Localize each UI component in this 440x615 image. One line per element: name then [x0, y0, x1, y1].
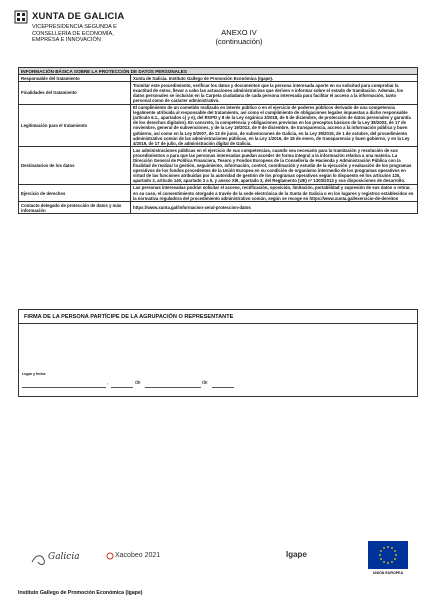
- de-separator: de: [135, 380, 141, 386]
- row-label: Contacto delegado de protección de datos y más información: [19, 202, 131, 214]
- annex-subheading: (continuación): [215, 37, 263, 46]
- place-date-row: [19, 378, 417, 388]
- place-field[interactable]: [22, 387, 106, 388]
- org-department: [32, 24, 162, 44]
- table-header-row: [19, 68, 418, 75]
- org-sub-line: VICEPRESIDENCIA SEGUNDA E: [32, 24, 117, 30]
- de-separator: de: [202, 380, 208, 386]
- row-label: Legitimación para el tratamiento: [19, 104, 131, 147]
- table-row: [19, 202, 418, 214]
- annex-heading: ANEXO IV: [221, 28, 257, 37]
- footer-logos: [18, 540, 418, 580]
- xacobeo-star-icon: [106, 552, 114, 560]
- row-value: Las administraciones públicas en el ejercicio de sus competencias, cuando sea necesario para la tramitación y resolución de sus procedimientos o para que las personas interesadas puedan acceder de forma integral a la información relativa a una materia. La Dirección General de Política Financiera, Tesoro y Fondos Europeos de la Consellería de Hacienda y Administración Pública con la finalidad de realizar la gestión, seguimiento, información, control, coordinación y estudio de la ejecución y evaluación de los programas operativos de los fondos procedentes de la Unión Europea en su condición de organismo intermedio de los programas operativos en virtud de las funciones atribuidas por la autoridad de gestión de los programas operativos según lo dispuesto en los artículos 125, apartado 2, artículo 140, apartado 3 a 5, y anexo XIII, apartado 3, del Reglamento (UE) nº 1303/2013 y sus disposiciones de desarrollo.: [131, 147, 418, 185]
- month-field[interactable]: [145, 387, 201, 388]
- row-label: Finalidades del tratamiento: [19, 82, 131, 104]
- xacobeo-logo-text: Xacobeo 2021: [115, 552, 161, 559]
- table-row: [19, 104, 418, 147]
- data-protection-table: [18, 67, 418, 214]
- xunta-crest-icon: [14, 10, 28, 24]
- row-value: Tramitar este procedimiento, verificar los datos y documentos que la persona interesada aporte en su solicitud para comprobar la exactitud de estos, llevar a cabo las actuaciones administrativas que deriven e informar sobre el estado de tramitación. Además, los datos personales se incluirán en la Carpeta ciudadana de cada persona interesada para facilitar el acceso a la información, tanto personal como de carácter administrativo.: [131, 82, 418, 104]
- signature-title: FIRMA DE LA PERSONA PARTÍCIPE DE LA AGRUPACIÓN O REPRESENTANTE: [24, 314, 234, 320]
- table-heading: INFORMACIÓN BÁSICA SOBRE LA PROTECCIÓN DE DATOS PERSONALES: [19, 68, 418, 75]
- igape-logo-text: Igape: [286, 550, 307, 559]
- row-value: https://www.xunta.gal/informacion-xeral-proteccion-datos: [131, 202, 418, 214]
- row-value: Las personas interesadas podrán solicitar el acceso, rectificación, oposición, limitación, portabilidad y supresión de sus datos o retirar, en su caso, el consentimiento otorgado a través de la sede electrónica de la Xunta de Galicia o en los lugares y registros establecidos en la normativa reguladora del procedimiento administrativo común, según se recoge en https://www.xunta.gal/exercicio-de-dereitos: [131, 184, 418, 201]
- day-field[interactable]: [111, 387, 133, 388]
- annex-title: [184, 28, 294, 46]
- comma-separator: ,: [107, 380, 109, 386]
- signature-box[interactable]: [18, 309, 418, 397]
- galicia-logo-text: Galicia: [48, 552, 80, 562]
- org-sub-line: EMPRESA E INNOVACIÓN: [32, 37, 101, 44]
- row-value: El cumplimiento de un cometido realizado en interés público o en el ejercicio de poderes públicos derivado de una competencia legalmente atribuida al responsable del tratamiento, así como el cumplimiento de obligaciones legales impuestas a dicho responsable (artículo 6.1., apartados c) y e), del RGPD y 8 de la Ley orgánica 3/2018, de 5 de diciembre, de protección de datos personales y garantía de los derechos digitales). En concreto, la competencia y obligaciones previstas en los preceptos básicos de la Ley 38/2003, de 17 de noviembre, general de subvenciones, y de la Ley 19/2013, de 9 de diciembre, de transparencia, acceso a la información pública y buen gobierno, así como en la Ley 9/2007, de 13 de junio, de subvenciones de Galicia, en la Ley 39/2015, de 1 de octubre, del procedimiento administrativo común de las administraciones públicas, en la Ley 1/2016, de 18 de enero, de transparencia y buen gobierno, y en la Ley 4/2019, de 17 de julio, de administración digital de Galicia.: [131, 104, 418, 147]
- page-header: [14, 10, 426, 50]
- institution-footer: Instituto Gallego de Promoción Económica (Igape): [18, 590, 143, 596]
- org-name: XUNTA DE GALICIA: [32, 11, 125, 22]
- row-label: Destinatarios de los datos: [19, 147, 131, 185]
- signature-title-divider: [19, 323, 417, 324]
- table-row: [19, 184, 418, 201]
- place-date-label: Lugar y fecha: [22, 372, 46, 376]
- table-row: [19, 82, 418, 104]
- table-row: [19, 147, 418, 185]
- row-value: Xunta de Galicia. Instituto Gallego de Promoción Económica (Igape).: [131, 75, 418, 82]
- row-label: Responsable del tratamiento: [19, 75, 131, 82]
- row-label: Ejercicio de derechos: [19, 184, 131, 201]
- org-sub-line: CONSELLERÍA DE ECONOMÍA,: [32, 30, 114, 37]
- eu-flag-icon: [368, 541, 408, 569]
- year-field[interactable]: [212, 387, 234, 388]
- table-row: [19, 75, 418, 82]
- eu-label: UNIÓN EUROPEA: [372, 571, 404, 575]
